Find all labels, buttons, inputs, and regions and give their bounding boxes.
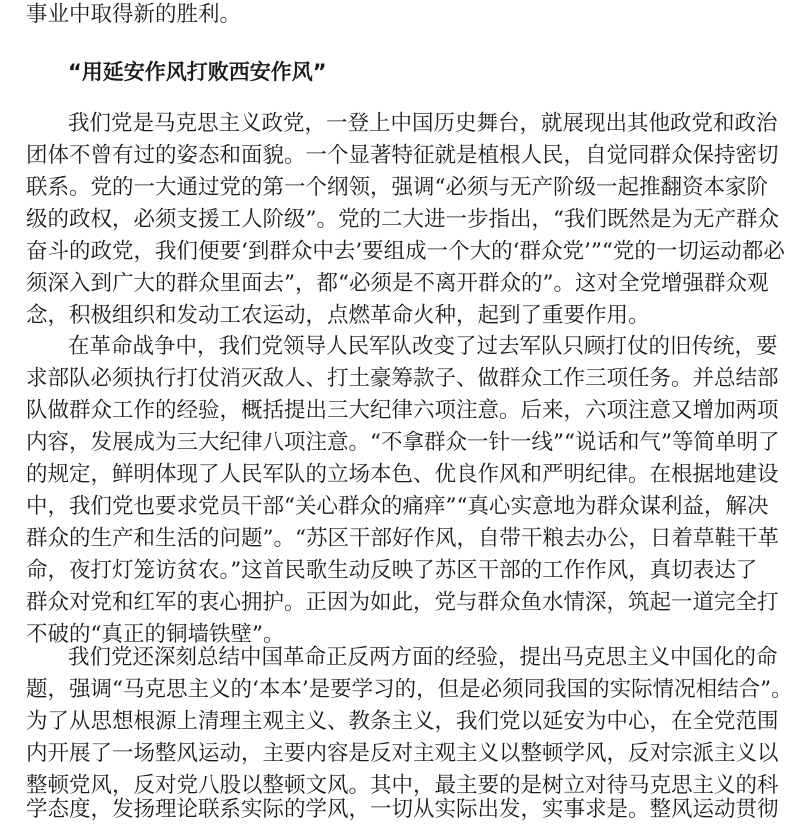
paragraph-line: 的规定，鲜明体现了人民军队的立场本色、优良作风和严明纪律。在根据地建设	[26, 462, 779, 487]
paragraph-line: 团体不曾有过的姿态和面貌。一个显著特征就是植根人民，自觉同群众保持密切	[26, 143, 779, 168]
paragraph-line: 奋斗的政党，我们便要‘到群众中去’要组成一个大的‘群众党’”“党的一切运动都必	[26, 239, 785, 264]
paragraph-line: 须深入到广大的群众里面去”，都“必须是不离开群众的”。这对全党增强群众观	[26, 271, 769, 296]
paragraph-line: 为了从思想根源上清理主观主义、教条主义，我们党以延安为中心，在全党范围	[26, 709, 779, 734]
paragraph-line: 内容，发展成为三大纪律八项注意。“不拿群众一针一线”“说话和气”等简单明了	[26, 430, 780, 455]
paragraph-line: 级的政权，必须支援工人阶级”。党的二大进一步指出，“我们既然是为无产群众	[26, 207, 779, 232]
paragraph-line: 群众的生产和生活的问题”。“苏区干部好作风，自带干粮去办公，日着草鞋干革	[26, 526, 779, 551]
paragraph-line: 群众对党和红军的衷心拥护。正因为如此，党与群众鱼水情深，筑起一道完全打	[26, 590, 779, 615]
paragraph-line: 题，强调“马克思主义的‘本本’是要学习的，但是必须同我国的实际情况相结合”。	[26, 677, 793, 702]
intro-tail-text: 事业中取得新的胜利。	[26, 2, 242, 27]
paragraph-line: 我们党是马克思主义政党，一登上中国历史舞台，就展现出其他政党和政治	[68, 111, 778, 136]
paragraph-line: 联系。党的一大通过党的第一个纲领，强调“必须与无产阶级一起推翻资本家阶	[26, 175, 768, 200]
paragraph-line: 在革命战争中，我们党领导人民军队改变了过去军队只顾打仗的旧传统，要	[68, 334, 778, 359]
paragraph-line: 学态度，发扬理论联系实际的学风，一切从实际出发，实事求是。整风运动贯彻	[26, 797, 779, 822]
paragraph-line: 内开展了一场整风运动，主要内容是反对主观主义以整顿学风，反对宗派主义以	[26, 741, 779, 766]
paragraph-line: 命，夜打灯笼访贫农。”这首民歌生动反映了苏区干部的工作作风，真切表达了	[26, 558, 758, 583]
section-heading: “用延安作风打败西安作风”	[68, 60, 327, 84]
paragraph-line: 队做群众工作的经验，概括提出三大纪律六项注意。后来，六项注意又增加两项	[26, 398, 779, 423]
paragraph-line: 不破的“真正的铜墙铁壁”。	[26, 622, 285, 647]
paragraph-line: 中，我们党也要求党员干部“关心群众的痛痒”“真心实意地为群众谋利益，解决	[26, 494, 769, 519]
paragraph-line: 念，积极组织和发动工农运动，点燃革命火种，起到了重要作用。	[26, 303, 650, 328]
paragraph-line: 整顿党风，反对党八股以整顿文风。其中，最主要的是树立对待马克思主义的科	[26, 773, 779, 798]
paragraph-line: 求部队必须执行打仗消灭敌人、打土豪筹款子、做群众工作三项任务。并总结部	[26, 366, 779, 391]
paragraph-line: 我们党还深刻总结中国革命正反两方面的经验，提出马克思主义中国化的命	[68, 645, 778, 670]
